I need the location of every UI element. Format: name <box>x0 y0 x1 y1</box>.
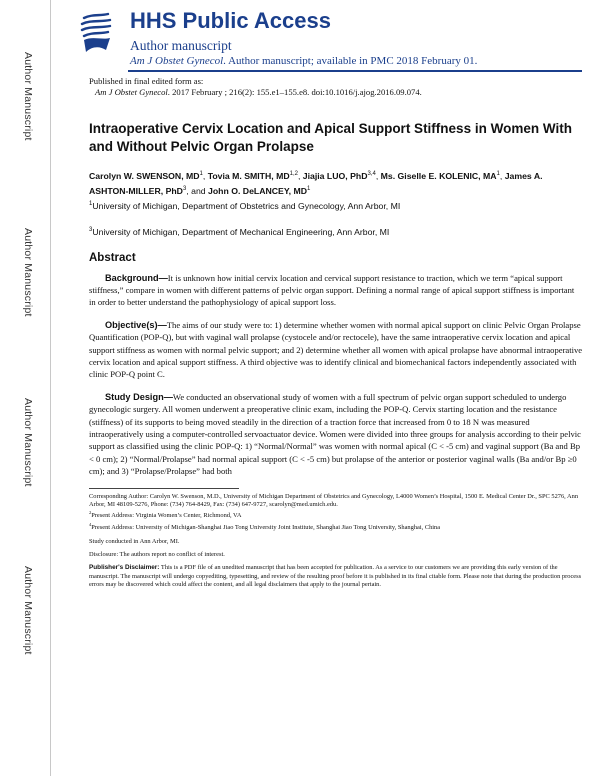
footnote-present-address-4: $^4$Present Address: University of Michigan-Shanghai Jiao Tong University Joint Institute, Shanghai Jiao Tong University, Shanghai, China <box>89 522 441 532</box>
header-rule <box>128 70 582 72</box>
side-label-author-manuscript: Author Manuscript <box>22 52 34 141</box>
side-label-author-manuscript: Author Manuscript <box>22 398 34 487</box>
affiliation-1: $^1$University of Michigan, Department of Obstetrics and Gynecology, Ann Arbor, MI <box>89 200 401 211</box>
author-manuscript-label: Author manuscript <box>130 38 232 53</box>
side-margin <box>0 0 50 776</box>
abstract-objectives: Objective(s)—The aims of our study were to: 1) determine whether women with normal apical support on clinic Pelvic Organ Prolapse Quantification (POP-Q), but with vaginal wall prolapse (cystocele and/or rectocele), have the same intraoperative cervix location and apical support stiffness as women with normal pelvic support; and 2) determine whether all women with apical prolapse have abnormal intraoperative cervix location and apical support stiffness. A third objective was to identify clinical and biomechanical factors independently associated with clinic POP-Q point C. <box>89 319 583 380</box>
footnote-rule <box>89 488 239 489</box>
article-title: Intraoperative Cervix Location and Apical Support Stiffness in Women With and Without Pelvic Organ Prolapse <box>89 121 572 154</box>
side-label-author-manuscript: Author Manuscript <box>22 228 34 317</box>
footnote-publisher-disclaimer: Publisher's Disclaimer: This is a PDF file of an unedited manuscript that has been accepted for publication. As a service to our customers we are providing this early version of the manuscript. The manuscript will undergo copyediting, typesetting, and review of the resulting proof before it is published in its final citable form. Please note that during the production process errors may be discovered which could affect the content, and all legal disclaimers that apply to the journal pertain. <box>89 564 582 589</box>
abstract-heading: Abstract <box>89 251 136 264</box>
hhs-eagle-logo-icon <box>78 10 114 56</box>
abstract-study-design: Study Design—We conducted an observational study of women with a full spectrum of pelvic organ support scheduled to undergo gynecologic surgery. All women underwent a preoperative clinic exam, including the POP-Q. Cervix starting location and the resistance (stiffness) of its supports to being moved steadily in the direction of a traction force that increased from 0 to 18 N was measured intraoperatively using a computer-controlled servoactuator device. Women were divided into three groups for analysis according to their pelvic support as classified using the clinic POP-Q: 1) “Normal/Normal” was women with normal apical (C < -5 cm) and vaginal support (Ba and Bp < 0 cm); 2) “Normal/Prolapse” had normal apical support (C < -5 cm) but prolapse of the anterior or posterior vaginal walls (Ba and/or Bp ≥0 cm); and 3) “Prolapse/Prolapse” had both <box>89 391 581 477</box>
footnote-study-location: Study conducted in Ann Arbor, MI. <box>89 537 180 545</box>
header <box>78 8 578 73</box>
abstract-background: Background—It is unknown how initial cervix location and cervical support resistance to traction, which we term “apical support stiffness,” compare in women with different patterns of pelvic organ support. Defining a normal range of apical support stiffness is important in order to better understand the pathophysiology of apical support loss. <box>89 272 575 308</box>
footnote-present-address-2: $^2$Present Address: Virginia Women’s Center, Richmond, VA <box>89 510 242 520</box>
author-list: Carolyn W. SWENSON, $MD^1$, Tovia M. SMITH, MD$^{1,2}$, Jiajia LUO, PhD$^{3,4}$, Ms. Giselle E. KOLENIC, $MA^1$, James A. ASHTON-MILLER, PhD$^3$, and John O. DeLANCEY, $MD^1$ <box>89 170 543 196</box>
affiliation-3: $^3$University of Michigan, Department of Mechanical Engineering, Ann Arbor, MI <box>89 226 390 237</box>
footnote-disclosure: Disclosure: The authors report no conflict of interest. <box>89 550 225 558</box>
footnote-corresponding-author: Corresponding Author: Carolyn W. Swenson, M.D., University of Michigan Department of Obstetrics and Gynecology, L4000 Women’s Hospital, 1500 E. Medical Center Dr., SPC 5276, Ann Arbor, MI 48109-5276, Phone: (734) 764-8429, Fax: (734) 647-9727, scarolyn@med.umich.edu. <box>89 492 579 509</box>
citation-line: Am J Obstet Gynecol. 2017 February ; 216(2): 155.e1–155.e8. doi:10.1016/j.ajog.2016.09.074. <box>95 87 422 97</box>
side-divider <box>50 0 51 776</box>
hhs-public-access-title: HHS Public Access <box>130 8 331 33</box>
journal-availability-line: Am J Obstet Gynecol. Author manuscript; available in PMC 2018 February 01. <box>130 55 478 67</box>
published-in-line: Published in final edited form as: <box>89 76 204 86</box>
side-label-author-manuscript: Author Manuscript <box>22 566 34 655</box>
article-content <box>89 76 583 590</box>
